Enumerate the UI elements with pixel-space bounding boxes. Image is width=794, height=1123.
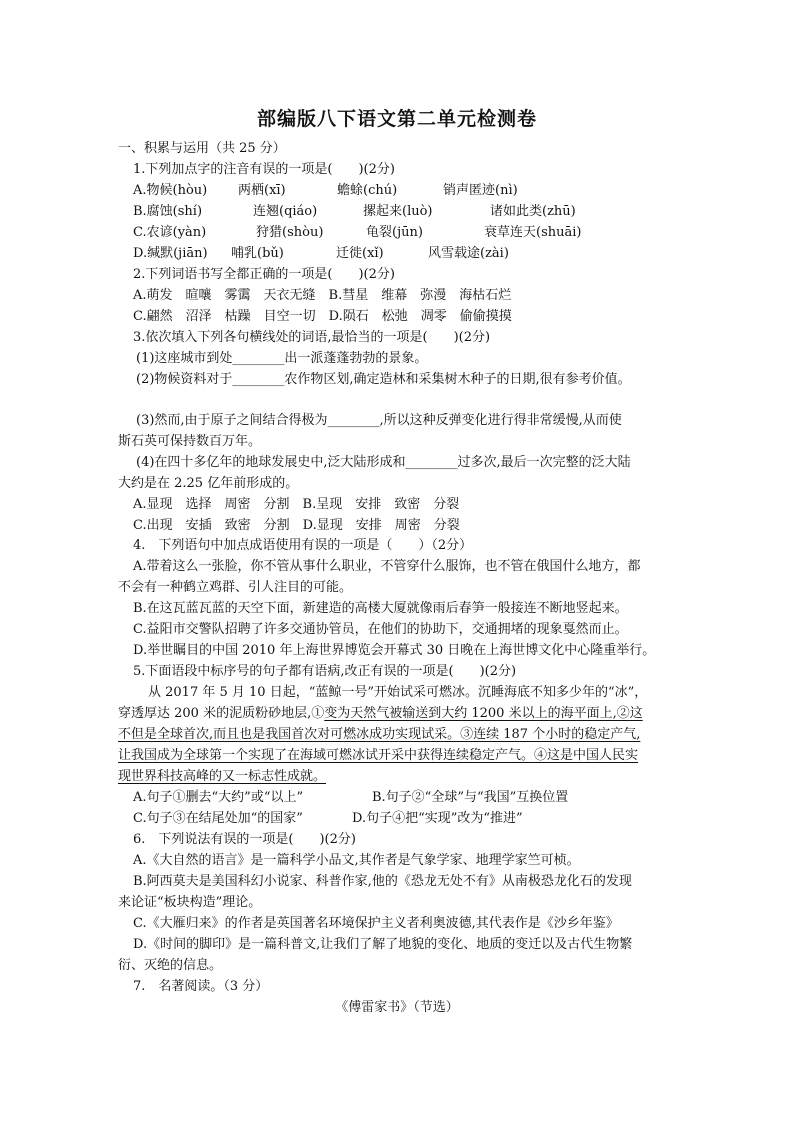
question-4-stem: 4. 下列语句中加点成语使用有误的一项是（ ）（2分） [133,538,473,553]
page-title: 部编版八下语文第二单元检测卷 [256,108,537,130]
option-term: 狩猎(shòu) [256,225,324,240]
option-text: C.句子③在结尾处加“的国家” [133,811,303,826]
option-term: B.腐蚀(shí) [133,204,203,219]
passage-line: 从 2017 年 5 月 10 日起，“蓝鲸一号”开始试采可燃冰。沉睡海底不知多少年的“冰”， [148,685,648,700]
question-6-option-d: D.《时间的脚印》是一篇科普文,让我们了解了地貌的变化、地质的变迁以及古代生物繁 [133,937,633,952]
question-2-options-ab: A.萌发 暄嚷 雾霭 天衣无缝 B.彗星 维幕 弥漫 海枯石烂 [133,288,512,303]
option-term: 蟾蜍(chú) [337,183,398,198]
question-6-option-a: A.《大自然的语言》是一篇科学小品文,其作者是气象学家、地理学家竺可桢。 [133,853,580,868]
option-term: 龟裂(jūn) [366,225,423,240]
question-4-option-c: C.益阳市交警队招聘了许多交通协管员，在他们的协助下，交通拥堵的现象戛然而止。 [133,622,628,637]
question-6-option-b-cont: 来论证“板块构造”理论。 [118,895,262,910]
option-text: B.句子②“全球”与“我国”互换位置 [372,790,569,805]
reading-subtitle: 《傅雷家书》（节选） [335,1000,459,1015]
option-text: D.句子④把“实现”改为“推进” [352,811,523,826]
question-3-options-ab: A.显现 选择 周密 分割 B.呈现 安排 致密 分裂 [133,497,460,512]
question-6-stem: 6. 下列说法有误的一项是( )(2分) [133,832,356,847]
option-term: 销声匿迹(nì) [443,183,518,198]
option-term: 摞起来(luò) [363,204,433,219]
option-term: 哺乳(bǔ) [231,246,284,261]
question-6-option-c: C.《大雁归来》的作者是英国著名环境保护主义者利奥波德,其代表作是《沙乡年鉴》 [133,916,619,931]
question-6-option-b: B.阿西莫夫是美国科幻小说家、科普作家,他的《恐龙无处不有》从南极恐龙化石的发现 [133,874,632,889]
question-3-sentence-3: (3)然而,由于原子之间结合得极为________,所以这种反弹变化进行得非常缓慢,从而使 [136,413,622,428]
option-term: 诸如此类(zhū) [490,204,576,219]
question-3-sentence-3-cont: 斯石英可保持数百万年。 [118,434,262,449]
passage-underlined-line: 现世界科技高峰的又一标志性成就。 [118,769,327,784]
question-7-stem: 7. 名著阅读。（3 分） [133,979,269,994]
option-term: A.物候(hòu) [133,183,208,198]
question-6-option-d-cont: 衍、灭绝的信息。 [118,958,223,973]
option-term: 风雪载途(zài) [428,246,509,261]
question-4-option-a: A.带着这么一张脸，你不管从事什么职业，不管穿什么服饰，也不管在俄国什么地方，都 [133,559,641,574]
question-3-options-cd: C.出现 安插 致密 分割 D.显现 安排 周密 分裂 [133,518,460,533]
question-3-sentence-4-cont: 大约是在 2.25 亿年前形成的。 [118,476,299,491]
question-5-stem: 5.下面语段中标序号的句子都有语病,改正有误的一项是( )(2分) [133,664,517,679]
option-term: C.农谚(yàn) [133,225,207,240]
question-3-sentence-1: (1)这座城市到处________出一派蓬蓬勃勃的景象。 [136,351,428,366]
passage-segment: 穿透厚达 200 米的泥质粉砂地层,① [118,706,325,721]
passage-line [118,705,643,723]
question-2-options-cd: C.翩然 沼泽 枯躁 目空一切 D.陨石 松弛 凋零 偷偷摸摸 [133,309,512,324]
question-2-stem: 2.下列词语书写全都正确的一项是( )(2分) [133,267,395,282]
question-3-sentence-4: (4)在四十多亿年的地球发展史中,泛大陆形成和________过多次,最后一次完整的泛大陆 [136,455,631,470]
passage-underlined-line: 不但是全球首次,而且也是我国首次对可燃冰成功实现试采。③连续 187 个小时的稳定产气, [118,727,641,742]
option-term: 连翘(qiáo) [253,204,318,219]
question-4-option-a-cont: 不会有一种鹤立鸡群、引人注目的可能。 [118,580,353,595]
question-4-option-d: D.举世瞩目的中国 2010 年上海世界博览会开幕式 30 日晚在上海世博文化中心隆重举行。 [133,643,656,658]
option-term: 迁徙(xǐ) [336,246,384,261]
option-term: D.缄默(jiān) [133,246,208,261]
question-3-stem: 3.依次填入下列各句横线处的词语,最恰当的一项是( )(2分) [133,330,491,345]
option-text: A.句子①删去“大约”或“以上” [133,790,304,805]
option-term: 衰草连天(shuāi) [484,225,582,240]
question-4-option-b: B.在这瓦蓝瓦蓝的天空下面，新建造的高楼大厦就像雨后春笋一般接连不断地竖起来。 [133,601,628,616]
section-heading: 一、积累与运用（共 25 分） [118,141,286,156]
passage-underlined-line: 让我国成为全球第一个实现了在海域可燃冰试开采中获得连续稳定产气。④这是中国人民实 [118,748,639,763]
question-3-sentence-2: (2)物候资料对于________农作物区划,确定造林和采集树木种子的日期,很有参考价值。 [136,372,631,387]
question-1-stem: 1.下列加点字的注音有误的一项是( )(2分) [133,162,395,177]
passage-underlined-segment: 变为天然气被输送到大约 1200 米以上的海平面上,②这 [324,706,643,721]
option-term: 两栖(xī) [238,183,286,198]
